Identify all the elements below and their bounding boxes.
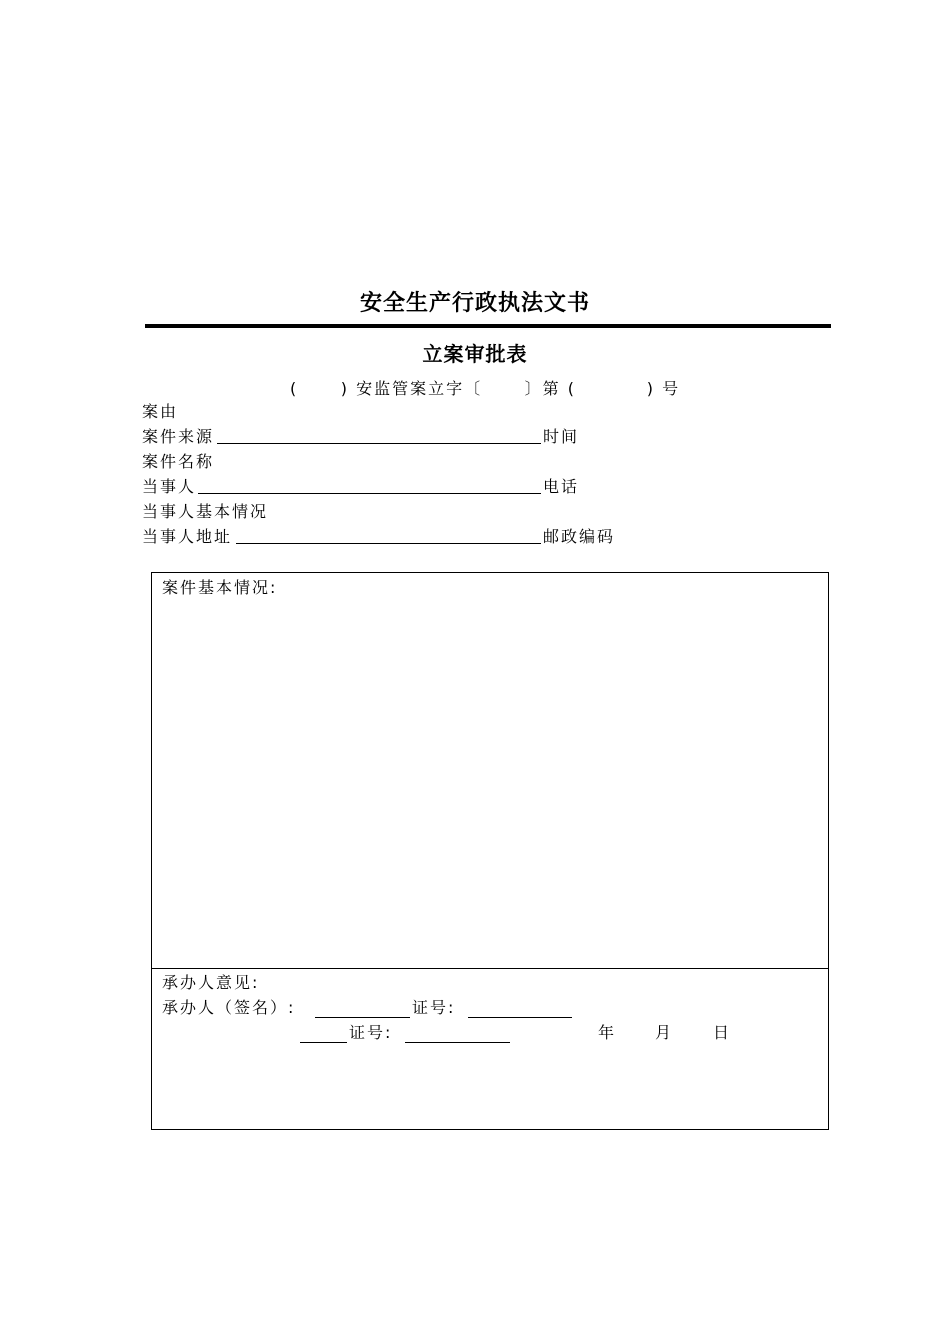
cert-no-field-1[interactable] bbox=[468, 1017, 572, 1018]
party-info-label: 当事人基本情况 bbox=[142, 502, 269, 521]
day-label: 日 bbox=[713, 1023, 732, 1042]
handler-signature-field[interactable] bbox=[315, 1017, 410, 1018]
case-source-field[interactable] bbox=[217, 443, 541, 444]
cert-no-label-1: 证号: bbox=[412, 998, 456, 1017]
case-summary-label: 案件基本情况: bbox=[162, 578, 278, 597]
handler-opinion-label: 承办人意见: bbox=[162, 973, 260, 992]
document-title: 安全生产行政执法文书 bbox=[359, 291, 590, 316]
cert-no-field-2[interactable] bbox=[405, 1042, 510, 1043]
month-label: 月 bbox=[655, 1023, 674, 1042]
box-divider bbox=[152, 968, 828, 969]
case-source-label: 案件来源 bbox=[142, 427, 215, 446]
case-name-label: 案件名称 bbox=[142, 452, 215, 471]
co-handler-signature-field[interactable] bbox=[300, 1042, 347, 1043]
form-title: 立案审批表 bbox=[422, 342, 528, 366]
case-details-box bbox=[151, 572, 829, 1130]
cert-no-label-2: 证号: bbox=[349, 1023, 393, 1042]
party-address-label: 当事人地址 bbox=[142, 527, 233, 546]
party-address-field[interactable] bbox=[236, 543, 541, 544]
title-rule bbox=[145, 324, 831, 328]
year-label: 年 bbox=[598, 1023, 617, 1042]
handler-sign-label: 承办人（签名）: bbox=[162, 998, 296, 1017]
postal-code-label: 邮政编码 bbox=[543, 527, 616, 546]
party-label: 当事人 bbox=[142, 477, 197, 496]
phone-label: 电话 bbox=[543, 477, 580, 496]
time-label: 时间 bbox=[543, 427, 580, 446]
case-reason-label: 案由 bbox=[142, 402, 179, 421]
document-number-line: ( ) 安监管案立字〔 〕第 ( ) 号 bbox=[290, 379, 681, 398]
party-field[interactable] bbox=[198, 493, 541, 494]
